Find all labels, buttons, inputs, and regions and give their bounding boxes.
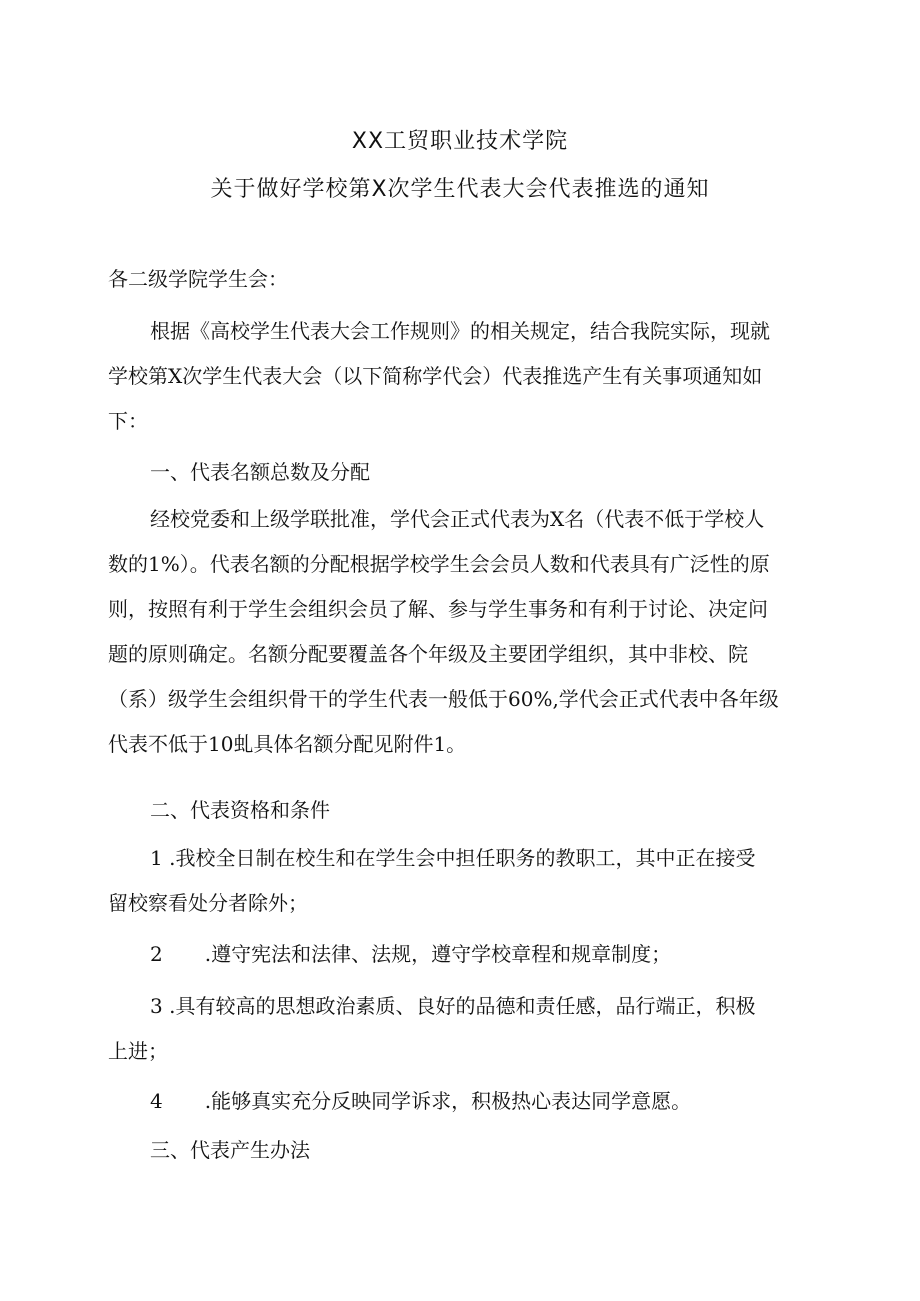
list-item-line: 留校察看处分者除外； xyxy=(108,891,308,915)
list-item-number: 2 xyxy=(150,942,163,966)
list-item-line: 上进； xyxy=(108,1039,168,1063)
list-item-line xyxy=(108,1079,820,1124)
doc-title-notice: 关于做好学校第X次学生代表大会代表推选的通知 xyxy=(210,177,710,202)
section-heading-text: 一、代表名额总数及分配 xyxy=(150,460,370,484)
list-item-1 xyxy=(108,836,820,926)
intro-line: 学校第X次学生代表大会（以下简称学代会）代表推选产生有关事项通知如 xyxy=(108,364,763,388)
section-heading-text: 三、代表产生办法 xyxy=(150,1138,310,1162)
body-line: 题的原则确定。名额分配要覆盖各个年级及主要团学组织，其中非校、院 xyxy=(108,642,748,666)
intro-line: 下： xyxy=(108,409,148,433)
body-line: （系）级学生会组织骨干的学生代表一般低于60%,学代会正式代表中各年级 xyxy=(108,687,779,711)
list-item-4 xyxy=(108,1079,820,1124)
body-line: 代表不低于10虬具体名额分配见附件1。 xyxy=(108,732,467,756)
list-item-line: 1 .我校全日制在校生和在学生会中担任职务的教职工，其中正在接受 xyxy=(150,846,756,870)
body-line: 经校党委和上级学联批准，学代会正式代表为X名（代表不低于学校人 xyxy=(150,507,765,531)
doc-title-institution: XX工贸职业技术学院 xyxy=(351,129,569,154)
intro-line: 根据《高校学生代表大会工作规则》的相关规定，结合我院实际，现就 xyxy=(150,319,770,343)
body-line: 则，按照有利于学生会组织会员了解、参与学生事务和有利于讨论、决定问 xyxy=(108,597,768,621)
list-item-line: 3 .具有较高的思想政治素质、良好的品德和责任感，品行端正，积极 xyxy=(150,994,756,1018)
list-item-2 xyxy=(108,932,820,977)
section-heading-text: 二、代表资格和条件 xyxy=(150,798,330,822)
list-item-line xyxy=(108,932,820,977)
list-item-text: .能够真实充分反映同学诉求，积极热心表达同学意愿。 xyxy=(204,1089,692,1113)
intro-paragraph xyxy=(108,309,820,444)
section1-heading xyxy=(108,450,820,495)
list-item-number: 4 xyxy=(150,1089,163,1113)
salutation-text: 各二级学院学生会： xyxy=(108,267,288,291)
section3-heading xyxy=(108,1128,820,1173)
salutation xyxy=(108,257,820,302)
body-line: 数的1%）。代表名额的分配根据学校学生会会员人数和代表具有广泛性的原 xyxy=(108,552,770,576)
list-item-text: .遵守宪法和法律、法规，遵守学校章程和规章制度； xyxy=(204,942,672,966)
list-item-3 xyxy=(108,984,820,1074)
section1-body xyxy=(108,497,820,767)
section2-heading xyxy=(108,788,820,833)
